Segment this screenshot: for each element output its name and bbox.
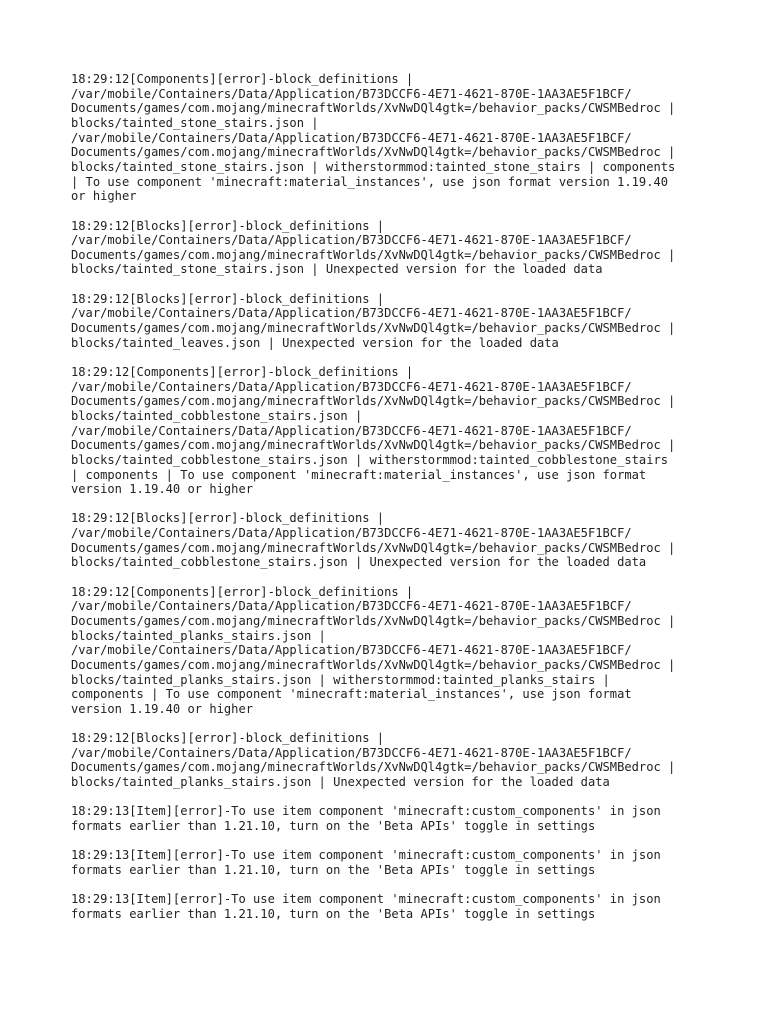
log-line: blocks/tainted_cobblestone_stairs.json |	[71, 408, 363, 423]
log-line: blocks/tainted_leaves.json | Unexpected version for the loaded data	[71, 335, 559, 350]
log-line: Documents/games/com.mojang/minecraftWorlds/XvNwDQl4gtk=/behavior_packs/CWSMBedroc |	[71, 657, 676, 672]
log-line: blocks/tainted_stone_stairs.json | Unexpected version for the loaded data	[71, 262, 603, 277]
log-line: /var/mobile/Containers/Data/Application/B73DCCF6-4E71-4621-870E-1AA3AE5F1BCF/	[71, 643, 632, 658]
log-entry	[71, 892, 728, 921]
log-line: blocks/tainted_stone_stairs.json |	[71, 115, 319, 130]
log-entry	[71, 72, 728, 204]
log-line: 18:29:12[Blocks][error]-block_definitions |	[71, 218, 385, 233]
log-line: /var/mobile/Containers/Data/Application/B73DCCF6-4E71-4621-870E-1AA3AE5F1BCF/	[71, 745, 632, 760]
log-line: blocks/tainted_planks_stairs.json |	[71, 628, 326, 643]
log-line: /var/mobile/Containers/Data/Application/B73DCCF6-4E71-4621-870E-1AA3AE5F1BCF/	[71, 233, 632, 248]
log-entry	[71, 219, 728, 278]
log-line: Documents/games/com.mojang/minecraftWorlds/XvNwDQl4gtk=/behavior_packs/CWSMBedroc |	[71, 145, 676, 160]
log-line: Documents/games/com.mojang/minecraftWorlds/XvNwDQl4gtk=/behavior_packs/CWSMBedroc |	[71, 540, 676, 555]
log-line: blocks/tainted_cobblestone_stairs.json | Unexpected version for the loaded data	[71, 555, 647, 570]
log-line: Documents/games/com.mojang/minecraftWorlds/XvNwDQl4gtk=/behavior_packs/CWSMBedroc |	[71, 760, 676, 775]
log-line: 18:29:13[Item][error]-To use item component 'minecraft:custom_components' in json	[71, 848, 661, 863]
log-entry	[71, 292, 728, 351]
log-entry	[71, 585, 728, 717]
log-line: version 1.19.40 or higher	[71, 482, 254, 497]
log-line: /var/mobile/Containers/Data/Application/B73DCCF6-4E71-4621-870E-1AA3AE5F1BCF/	[71, 526, 632, 541]
log-line: | To use component 'minecraft:material_instances', use json format version 1.19.40	[71, 174, 669, 189]
log-line: Documents/games/com.mojang/minecraftWorlds/XvNwDQl4gtk=/behavior_packs/CWSMBedroc |	[71, 247, 676, 262]
log-line: /var/mobile/Containers/Data/Application/B73DCCF6-4E71-4621-870E-1AA3AE5F1BCF/	[71, 86, 632, 101]
log-line: | components | To use component 'minecraft:material_instances', use json format	[71, 467, 647, 482]
log-line: 18:29:12[Blocks][error]-block_definitions |	[71, 291, 385, 306]
log-line: /var/mobile/Containers/Data/Application/B73DCCF6-4E71-4621-870E-1AA3AE5F1BCF/	[71, 599, 632, 614]
log-line: Documents/games/com.mojang/minecraftWorlds/XvNwDQl4gtk=/behavior_packs/CWSMBedroc |	[71, 321, 676, 336]
log-line: or higher	[71, 189, 137, 204]
error-log	[71, 72, 728, 922]
log-line: blocks/tainted_planks_stairs.json | witherstormmod:tainted_planks_stairs |	[71, 672, 610, 687]
log-entry	[71, 511, 728, 570]
log-line: 18:29:12[Blocks][error]-block_definitions |	[71, 731, 385, 746]
log-line: 18:29:12[Components][error]-block_definitions |	[71, 364, 414, 379]
log-entry	[71, 731, 728, 790]
log-line: version 1.19.40 or higher	[71, 701, 254, 716]
log-line: blocks/tainted_planks_stairs.json | Unexpected version for the loaded data	[71, 775, 610, 790]
log-line: Documents/games/com.mojang/minecraftWorlds/XvNwDQl4gtk=/behavior_packs/CWSMBedroc |	[71, 613, 676, 628]
log-line: blocks/tainted_stone_stairs.json | witherstormmod:tainted_stone_stairs | components	[71, 159, 676, 174]
log-line: components | To use component 'minecraft:material_instances', use json format	[71, 687, 632, 702]
log-line: blocks/tainted_cobblestone_stairs.json | witherstormmod:tainted_cobblestone_stairs	[71, 452, 669, 467]
log-line: formats earlier than 1.21.10, turn on the 'Beta APIs' toggle in settings	[71, 819, 596, 834]
log-line: /var/mobile/Containers/Data/Application/B73DCCF6-4E71-4621-870E-1AA3AE5F1BCF/	[71, 423, 632, 438]
log-line: Documents/games/com.mojang/minecraftWorlds/XvNwDQl4gtk=/behavior_packs/CWSMBedroc |	[71, 394, 676, 409]
log-line: Documents/games/com.mojang/minecraftWorlds/XvNwDQl4gtk=/behavior_packs/CWSMBedroc |	[71, 438, 676, 453]
log-line: formats earlier than 1.21.10, turn on the 'Beta APIs' toggle in settings	[71, 862, 596, 877]
log-line: 18:29:13[Item][error]-To use item component 'minecraft:custom_components' in json	[71, 804, 661, 819]
log-entry	[71, 804, 728, 833]
log-entry	[71, 848, 728, 877]
log-line: /var/mobile/Containers/Data/Application/B73DCCF6-4E71-4621-870E-1AA3AE5F1BCF/	[71, 130, 632, 145]
log-line: 18:29:12[Components][error]-block_definitions |	[71, 72, 414, 86]
log-line: Documents/games/com.mojang/minecraftWorlds/XvNwDQl4gtk=/behavior_packs/CWSMBedroc |	[71, 101, 676, 116]
log-line: 18:29:13[Item][error]-To use item component 'minecraft:custom_components' in json	[71, 892, 661, 907]
log-line: 18:29:12[Blocks][error]-block_definitions |	[71, 511, 385, 526]
log-line: /var/mobile/Containers/Data/Application/B73DCCF6-4E71-4621-870E-1AA3AE5F1BCF/	[71, 306, 632, 321]
log-line: /var/mobile/Containers/Data/Application/B73DCCF6-4E71-4621-870E-1AA3AE5F1BCF/	[71, 379, 632, 394]
log-entry	[71, 365, 728, 497]
log-line: formats earlier than 1.21.10, turn on the 'Beta APIs' toggle in settings	[71, 906, 596, 921]
log-line: 18:29:12[Components][error]-block_definitions |	[71, 584, 414, 599]
